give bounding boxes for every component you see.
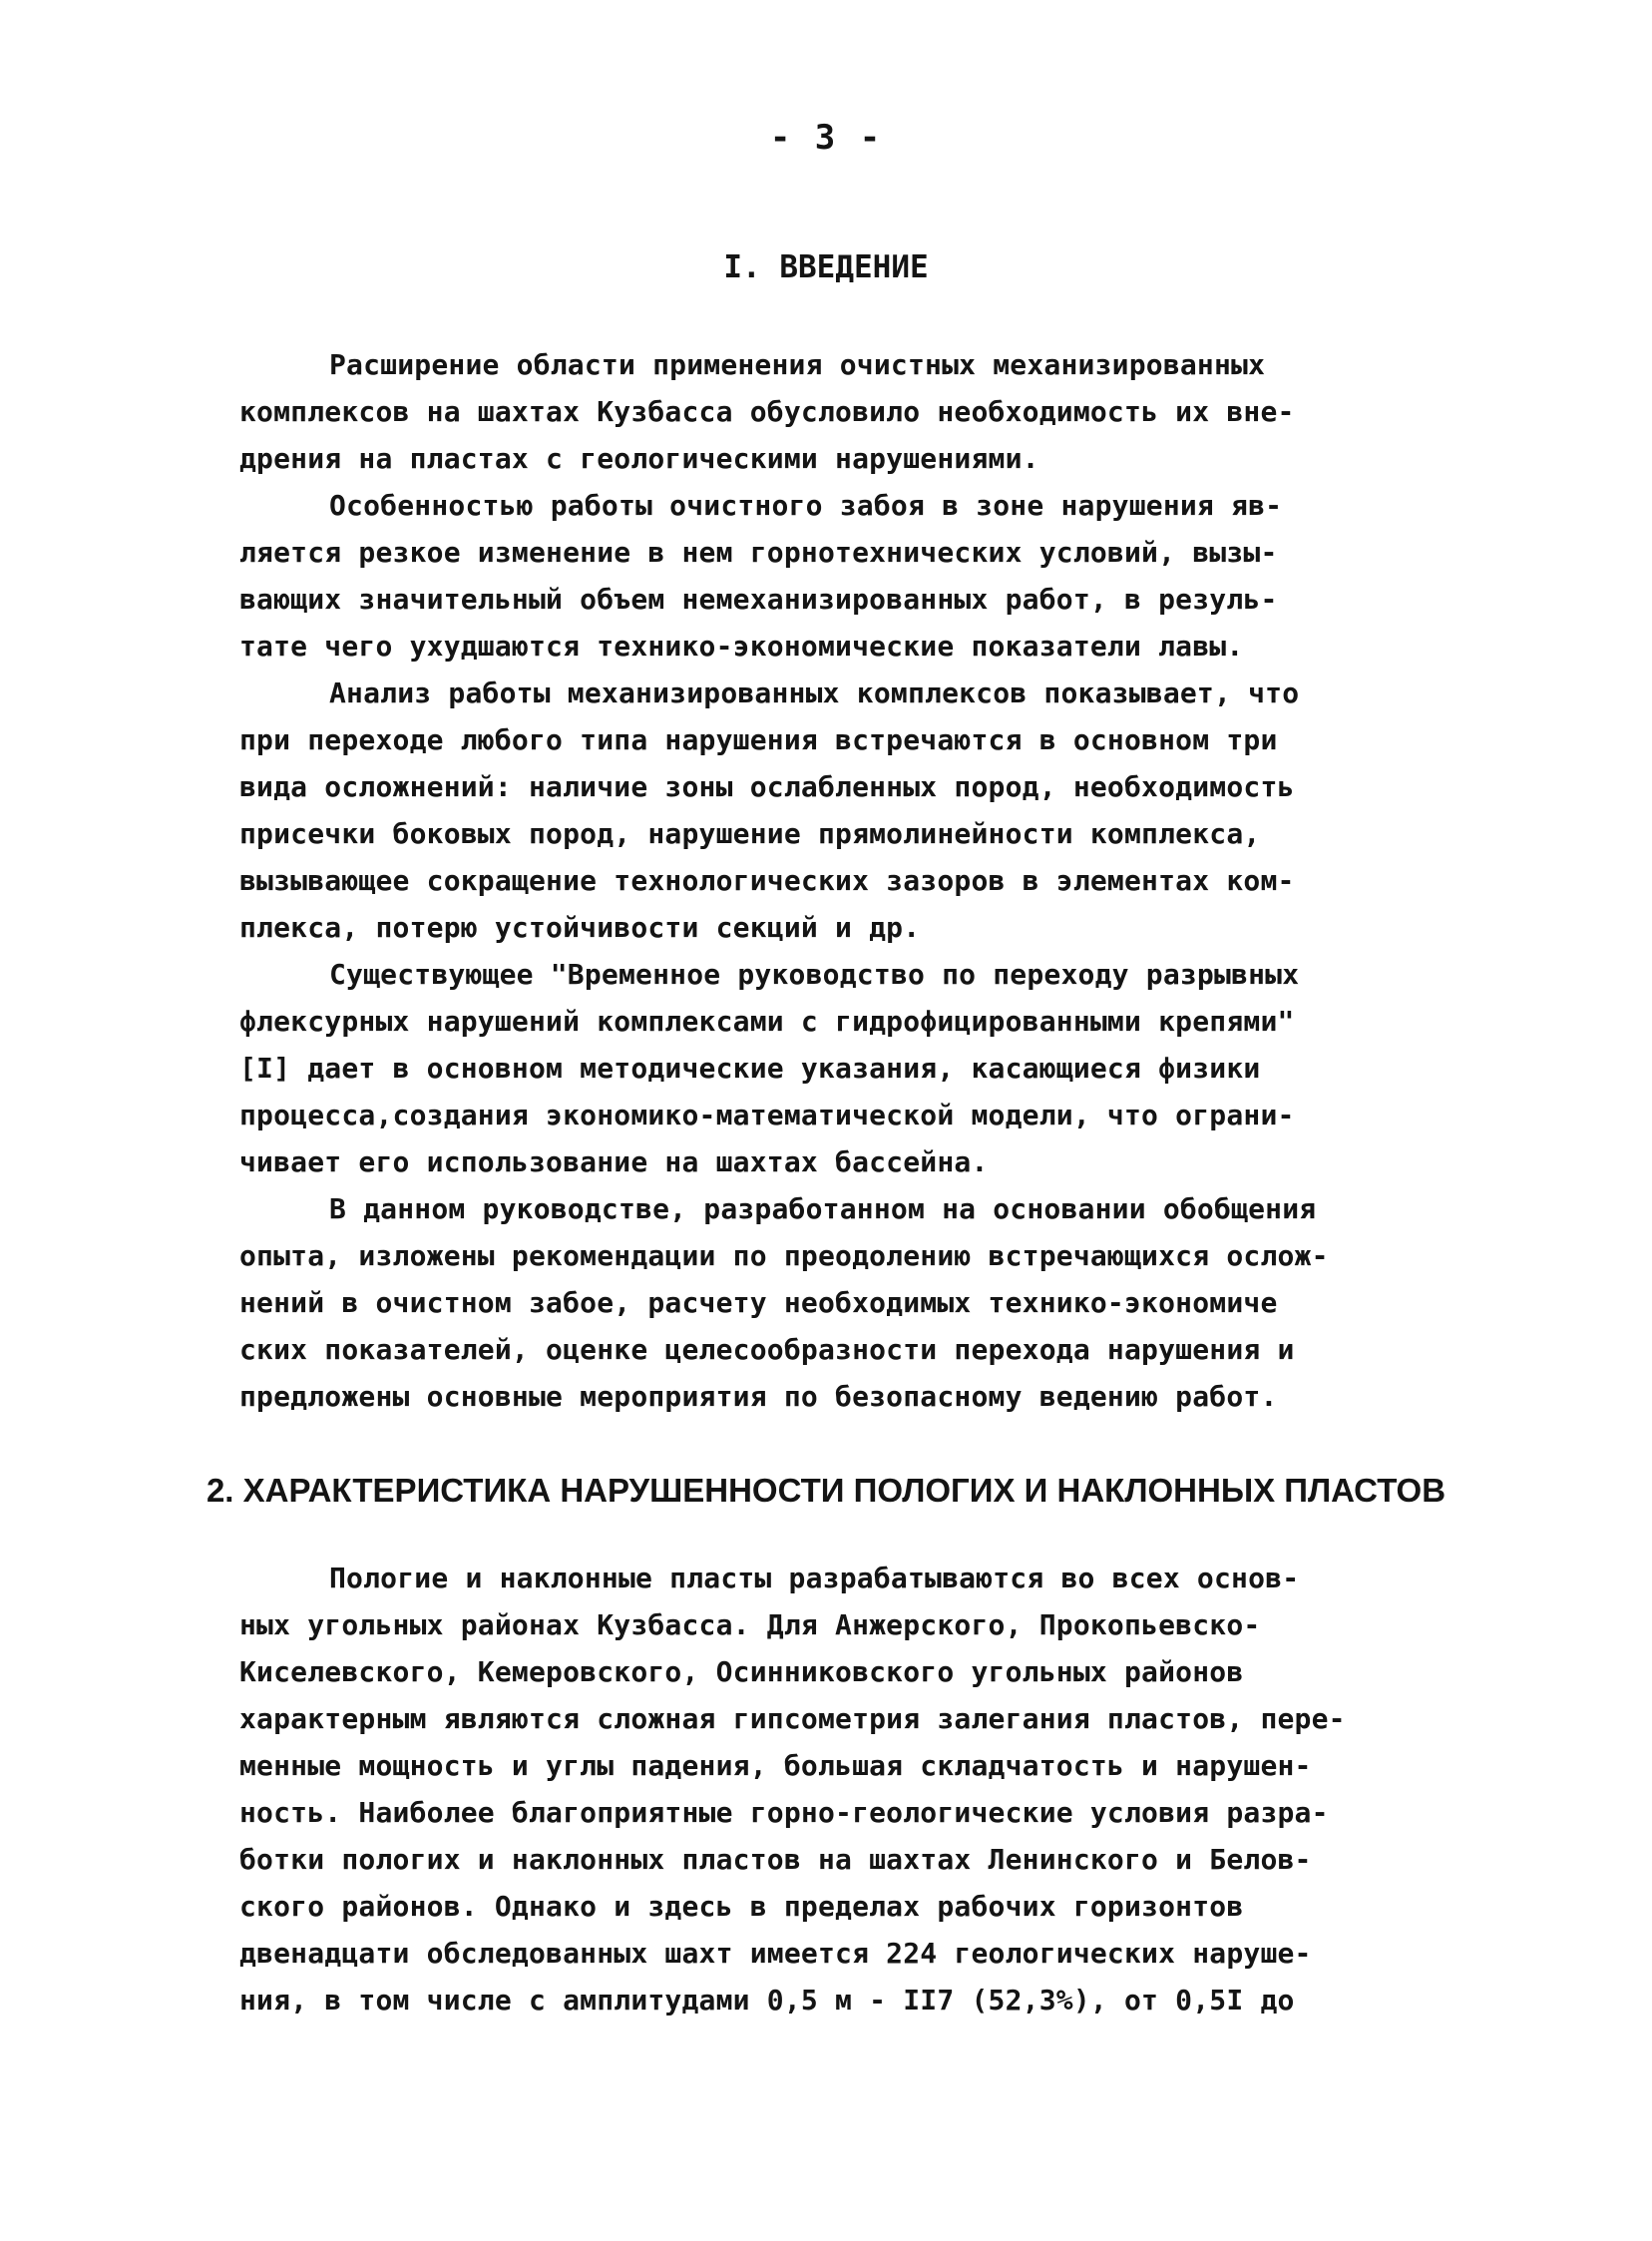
paragraph-line: Анализ работы механизированных комплексов показывает, что bbox=[329, 676, 1300, 709]
paragraph-line: В данном руководстве, разработанном на основании обобщения bbox=[329, 1192, 1317, 1225]
paragraph-line: при переходе любого типа нарушения встречаются в основном три bbox=[239, 723, 1278, 756]
section-heading-characteristics: 2. ХАРАКТЕРИСТИКА НАРУШЕННОСТИ ПОЛОГИХ И НАКЛОННЫХ ПЛАСТОВ bbox=[206, 1472, 1446, 1509]
paragraph-line: нений в очистном забое, расчету необходимых технико-экономиче bbox=[239, 1286, 1278, 1319]
paragraph-line: присечки боковых пород, нарушение прямолинейности комплекса, bbox=[239, 817, 1261, 850]
page-number: - 3 - bbox=[769, 118, 883, 158]
paragraph-line: Существующее "Временное руководство по переходу разрывных bbox=[329, 958, 1300, 991]
paragraph-line: [I] дает в основном методические указания, касающиеся физики bbox=[239, 1052, 1261, 1085]
paragraph-line: вающих значительный объем немеханизированных работ, в резуль- bbox=[239, 583, 1278, 616]
section-characteristics-body bbox=[239, 1555, 1417, 2023]
paragraph-line: процесса,создания экономико-математической модели, что ограни- bbox=[239, 1099, 1295, 1131]
paragraph-line: комплексов на шахтах Кузбасса обусловило необходимость их вне- bbox=[239, 395, 1295, 428]
paragraph-line: тате чего ухудшаются технико-экономические показатели лавы. bbox=[239, 630, 1244, 663]
paragraph-line: характерным являются сложная гипсометрия залегания пластов, пере- bbox=[239, 1702, 1346, 1735]
paragraph-line: ния, в том числе с амплитудами 0,5 м - II7 (52,3%), от 0,5I до bbox=[239, 1984, 1295, 2017]
paragraph-line: менные мощность и углы падения, большая складчатость и нарушен- bbox=[239, 1749, 1312, 1782]
paragraph-line: ляется резкое изменение в нем горнотехнических условий, вызы- bbox=[239, 536, 1278, 569]
paragraph-line: Киселевского, Кемеровского, Осинниковского угольных районов bbox=[239, 1655, 1244, 1688]
section-introduction-body bbox=[239, 341, 1417, 1420]
paragraph-line: плекса, потерю устойчивости секций и др. bbox=[239, 911, 921, 944]
paragraph-line: предложены основные мероприятия по безопасному ведению работ. bbox=[239, 1380, 1278, 1413]
paragraph-line: Расширение области применения очистных механизированных bbox=[329, 348, 1266, 381]
paragraph-line: Пологие и наклонные пласты разрабатываются во всех основ- bbox=[329, 1562, 1300, 1594]
paragraph-line: чивает его использование на шахтах бассейна. bbox=[239, 1145, 989, 1178]
paragraph-line: опыта, изложены рекомендации по преодолению встречающихся ослож- bbox=[239, 1239, 1329, 1272]
paragraph-line: ных угольных районах Кузбасса. Для Анжерского, Прокопьевско- bbox=[239, 1608, 1261, 1641]
paragraph-line: ских показателей, оценке целесообразности перехода нарушения и bbox=[239, 1333, 1295, 1366]
paragraph-line: ского районов. Однако и здесь в пределах рабочих горизонтов bbox=[239, 1890, 1244, 1923]
paragraph-line: ботки пологих и наклонных пластов на шахтах Ленинского и Белов- bbox=[239, 1843, 1312, 1876]
paragraph-line: дрения на пластах с геологическими нарушениями. bbox=[239, 442, 1039, 475]
paragraph-line: двенадцати обследованных шахт имеется 224 геологических наруше- bbox=[239, 1937, 1312, 1970]
section-heading-introduction: I. ВВЕДЕНИЕ bbox=[723, 249, 929, 285]
paragraph-line: вида осложнений: наличие зоны ослабленных пород, необходимость bbox=[239, 770, 1295, 803]
paragraph-line: ность. Наиболее благоприятные горно-геологические условия разра- bbox=[239, 1796, 1329, 1829]
paragraph-line: флексурных нарушений комплексами с гидрофицированными крепями" bbox=[239, 1005, 1295, 1038]
paragraph-line: вызывающее сокращение технологических зазоров в элементах ком- bbox=[239, 864, 1295, 897]
paragraph-line: Особенностью работы очистного забоя в зоне нарушения яв- bbox=[329, 489, 1283, 522]
